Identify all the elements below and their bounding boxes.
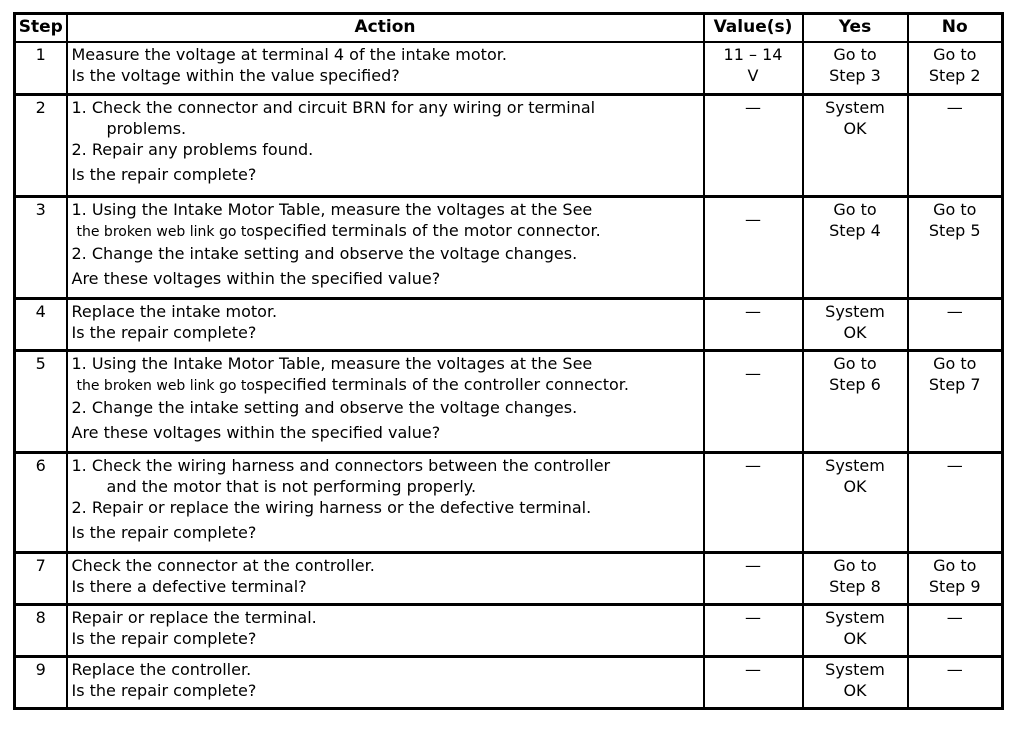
action-text: Repair or replace the terminal.	[71, 607, 317, 627]
value-cell: —	[704, 656, 803, 708]
action-item-1-cont: and the motor that is not performing properly.	[106, 476, 477, 496]
header-row	[15, 14, 1003, 43]
value-cell: —	[704, 94, 803, 196]
step-number: 3	[15, 196, 67, 298]
action-cell	[67, 656, 704, 708]
no-cell	[908, 552, 1003, 604]
value-dash: —	[745, 363, 761, 383]
value-cell: —	[704, 452, 803, 552]
yes-target: Step 4	[829, 220, 881, 240]
header-step: Step	[15, 14, 67, 43]
yes-cell	[803, 552, 908, 604]
yes-target: Step 8	[829, 576, 881, 596]
table-row-step-5	[15, 350, 1003, 452]
step-number: 7	[15, 552, 67, 604]
broken-link-text: the broken web link go to	[76, 377, 255, 394]
action-text: Check the connector at the controller.	[71, 555, 375, 575]
action-question: Is the repair complete?	[71, 322, 257, 342]
yes-cell	[803, 94, 908, 196]
yes-line: Go to	[833, 45, 877, 64]
action-item-1-rest: specified terminals of the motor connector.	[254, 220, 601, 240]
yes-target: Step 3	[829, 66, 881, 85]
action-question: Is the repair complete?	[71, 164, 257, 184]
action-question: Is the voltage within the value specified?	[71, 66, 400, 85]
action-item-1-cont: problems.	[106, 118, 187, 138]
action-text: Measure the voltage at terminal 4 of the intake motor.	[71, 45, 507, 64]
action-cell	[67, 350, 704, 452]
table-row-step-6	[15, 452, 1003, 552]
no-line: Go to	[933, 555, 977, 575]
action-item-1-cont	[72, 374, 699, 397]
value-line: 11 – 14	[723, 45, 783, 64]
header-values: Value(s)	[704, 14, 803, 43]
value-cell: —	[704, 298, 803, 350]
no-cell	[908, 350, 1003, 452]
action-text: Replace the intake motor.	[71, 301, 278, 321]
diagnostic-table	[13, 12, 1004, 710]
value-cell	[704, 196, 803, 298]
no-line: Go to	[933, 45, 977, 64]
value-cell	[704, 42, 803, 94]
yes-target: Step 6	[829, 374, 881, 394]
no-cell: —	[908, 94, 1003, 196]
table-row-step-3	[15, 196, 1003, 298]
yes-cell	[803, 42, 908, 94]
yes-line: System	[825, 97, 885, 117]
yes-line: Go to	[833, 353, 877, 373]
no-line: Go to	[933, 199, 977, 219]
yes-line: System	[825, 301, 885, 321]
value-cell: —	[704, 552, 803, 604]
yes-line: Go to	[833, 199, 877, 219]
action-question: Are these voltages within the specified value?	[71, 422, 441, 442]
yes-line: System	[825, 659, 885, 679]
table-row-step-8	[15, 604, 1003, 656]
step-number: 9	[15, 656, 67, 708]
action-item-2: 2. Repair or replace the wiring harness or the defective terminal.	[71, 497, 592, 517]
action-item-2: 2. Repair any problems found.	[71, 139, 314, 159]
yes-target: OK	[843, 680, 867, 700]
action-question: Is the repair complete?	[71, 628, 257, 648]
action-question: Is the repair complete?	[71, 522, 257, 542]
header-no: No	[908, 14, 1003, 43]
action-question: Are these voltages within the specified value?	[71, 268, 441, 288]
yes-target: OK	[843, 322, 867, 342]
action-cell	[67, 196, 704, 298]
action-cell	[67, 452, 704, 552]
action-item-1-rest: specified terminals of the controller connector.	[254, 374, 629, 394]
action-cell	[67, 94, 704, 196]
yes-line: System	[825, 455, 885, 475]
step-number: 4	[15, 298, 67, 350]
yes-target: OK	[843, 628, 867, 648]
header-yes: Yes	[803, 14, 908, 43]
step-number: 6	[15, 452, 67, 552]
table-row-step-9	[15, 656, 1003, 708]
table-row-step-2	[15, 94, 1003, 196]
yes-target: OK	[843, 476, 867, 496]
table-row-step-1	[15, 42, 1003, 94]
value-cell: —	[704, 604, 803, 656]
yes-cell	[803, 298, 908, 350]
no-cell: —	[908, 298, 1003, 350]
yes-line: System	[825, 607, 885, 627]
step-number: 1	[15, 42, 67, 94]
yes-line: Go to	[833, 555, 877, 575]
no-line: Go to	[933, 353, 977, 373]
yes-cell	[803, 656, 908, 708]
no-cell	[908, 196, 1003, 298]
no-cell: —	[908, 604, 1003, 656]
step-number: 5	[15, 350, 67, 452]
value-dash: —	[745, 209, 761, 229]
value-cell	[704, 350, 803, 452]
no-target: Step 7	[928, 374, 981, 394]
action-item-2: 2. Change the intake setting and observe the voltage changes.	[71, 243, 578, 263]
action-item-1: 1. Check the wiring harness and connectors between the controller	[71, 455, 611, 475]
broken-link-text: the broken web link go to	[76, 223, 255, 240]
action-question: Is the repair complete?	[71, 680, 257, 700]
no-target: Step 5	[928, 220, 981, 240]
action-item-1: 1. Using the Intake Motor Table, measure the voltages at the See	[71, 199, 593, 219]
yes-cell	[803, 604, 908, 656]
action-item-1: 1. Check the connector and circuit BRN for any wiring or terminal	[71, 97, 596, 117]
no-cell	[908, 42, 1003, 94]
table-row-step-4	[15, 298, 1003, 350]
yes-cell	[803, 350, 908, 452]
yes-cell	[803, 196, 908, 298]
value-unit: V	[747, 66, 759, 85]
action-cell	[67, 298, 704, 350]
action-item-1-cont	[72, 220, 699, 243]
no-cell: —	[908, 452, 1003, 552]
step-number: 2	[15, 94, 67, 196]
action-text: Replace the controller.	[71, 659, 252, 679]
action-item-2: 2. Change the intake setting and observe the voltage changes.	[71, 397, 578, 417]
step-number: 8	[15, 604, 67, 656]
yes-cell	[803, 452, 908, 552]
no-target: Step 9	[928, 576, 981, 596]
action-question: Is there a defective terminal?	[71, 576, 307, 596]
action-item-1: 1. Using the Intake Motor Table, measure the voltages at the See	[71, 353, 593, 373]
yes-target: OK	[843, 118, 867, 138]
action-cell	[67, 42, 704, 94]
table-row-step-7	[15, 552, 1003, 604]
action-cell	[67, 604, 704, 656]
header-action: Action	[67, 14, 704, 43]
action-cell	[67, 552, 704, 604]
no-target: Step 2	[928, 66, 981, 85]
no-cell: —	[908, 656, 1003, 708]
